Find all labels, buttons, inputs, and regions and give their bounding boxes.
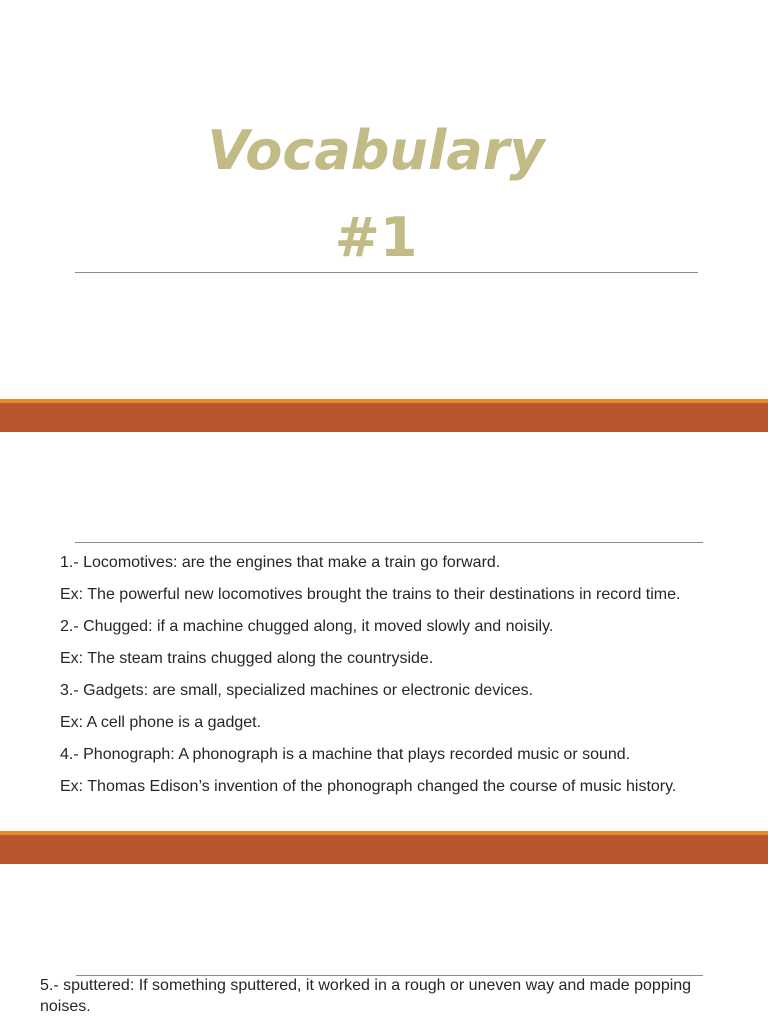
vocab-definition-2: 2.- Chugged: if a machine chugged along, it moved slowly and noisily. xyxy=(60,618,554,635)
content-divider xyxy=(75,542,703,543)
slide-separator-band xyxy=(0,831,768,864)
vocab-example-4: Ex: Thomas Edison’s invention of the phonograph changed the course of music history. xyxy=(60,778,677,795)
vocabulary-list-continued xyxy=(40,975,740,1017)
vocab-example-1: Ex: The powerful new locomotives brought the trains to their destinations in record time. xyxy=(60,586,681,603)
slide-title-number: #1 xyxy=(334,206,418,269)
slide-separator-band xyxy=(0,399,768,432)
vocabulary-list xyxy=(60,552,750,808)
slide-title: Vocabulary xyxy=(207,119,545,182)
vocab-example-3: Ex: A cell phone is a gadget. xyxy=(60,714,262,731)
vocab-definition-5: 5.- sputtered: If something sputtered, it worked in a rough or uneven way and made popping noises. xyxy=(40,977,692,1015)
vocab-definition-1: 1.- Locomotives: are the engines that make a train go forward. xyxy=(60,554,501,571)
vocab-definition-3: 3.- Gadgets: are small, specialized machines or electronic devices. xyxy=(60,682,534,699)
vocab-definition-4: 4.- Phonograph: A phonograph is a machine that plays recorded music or sound. xyxy=(60,746,631,763)
title-divider xyxy=(75,272,698,273)
vocab-example-2: Ex: The steam trains chugged along the countryside. xyxy=(60,650,434,667)
